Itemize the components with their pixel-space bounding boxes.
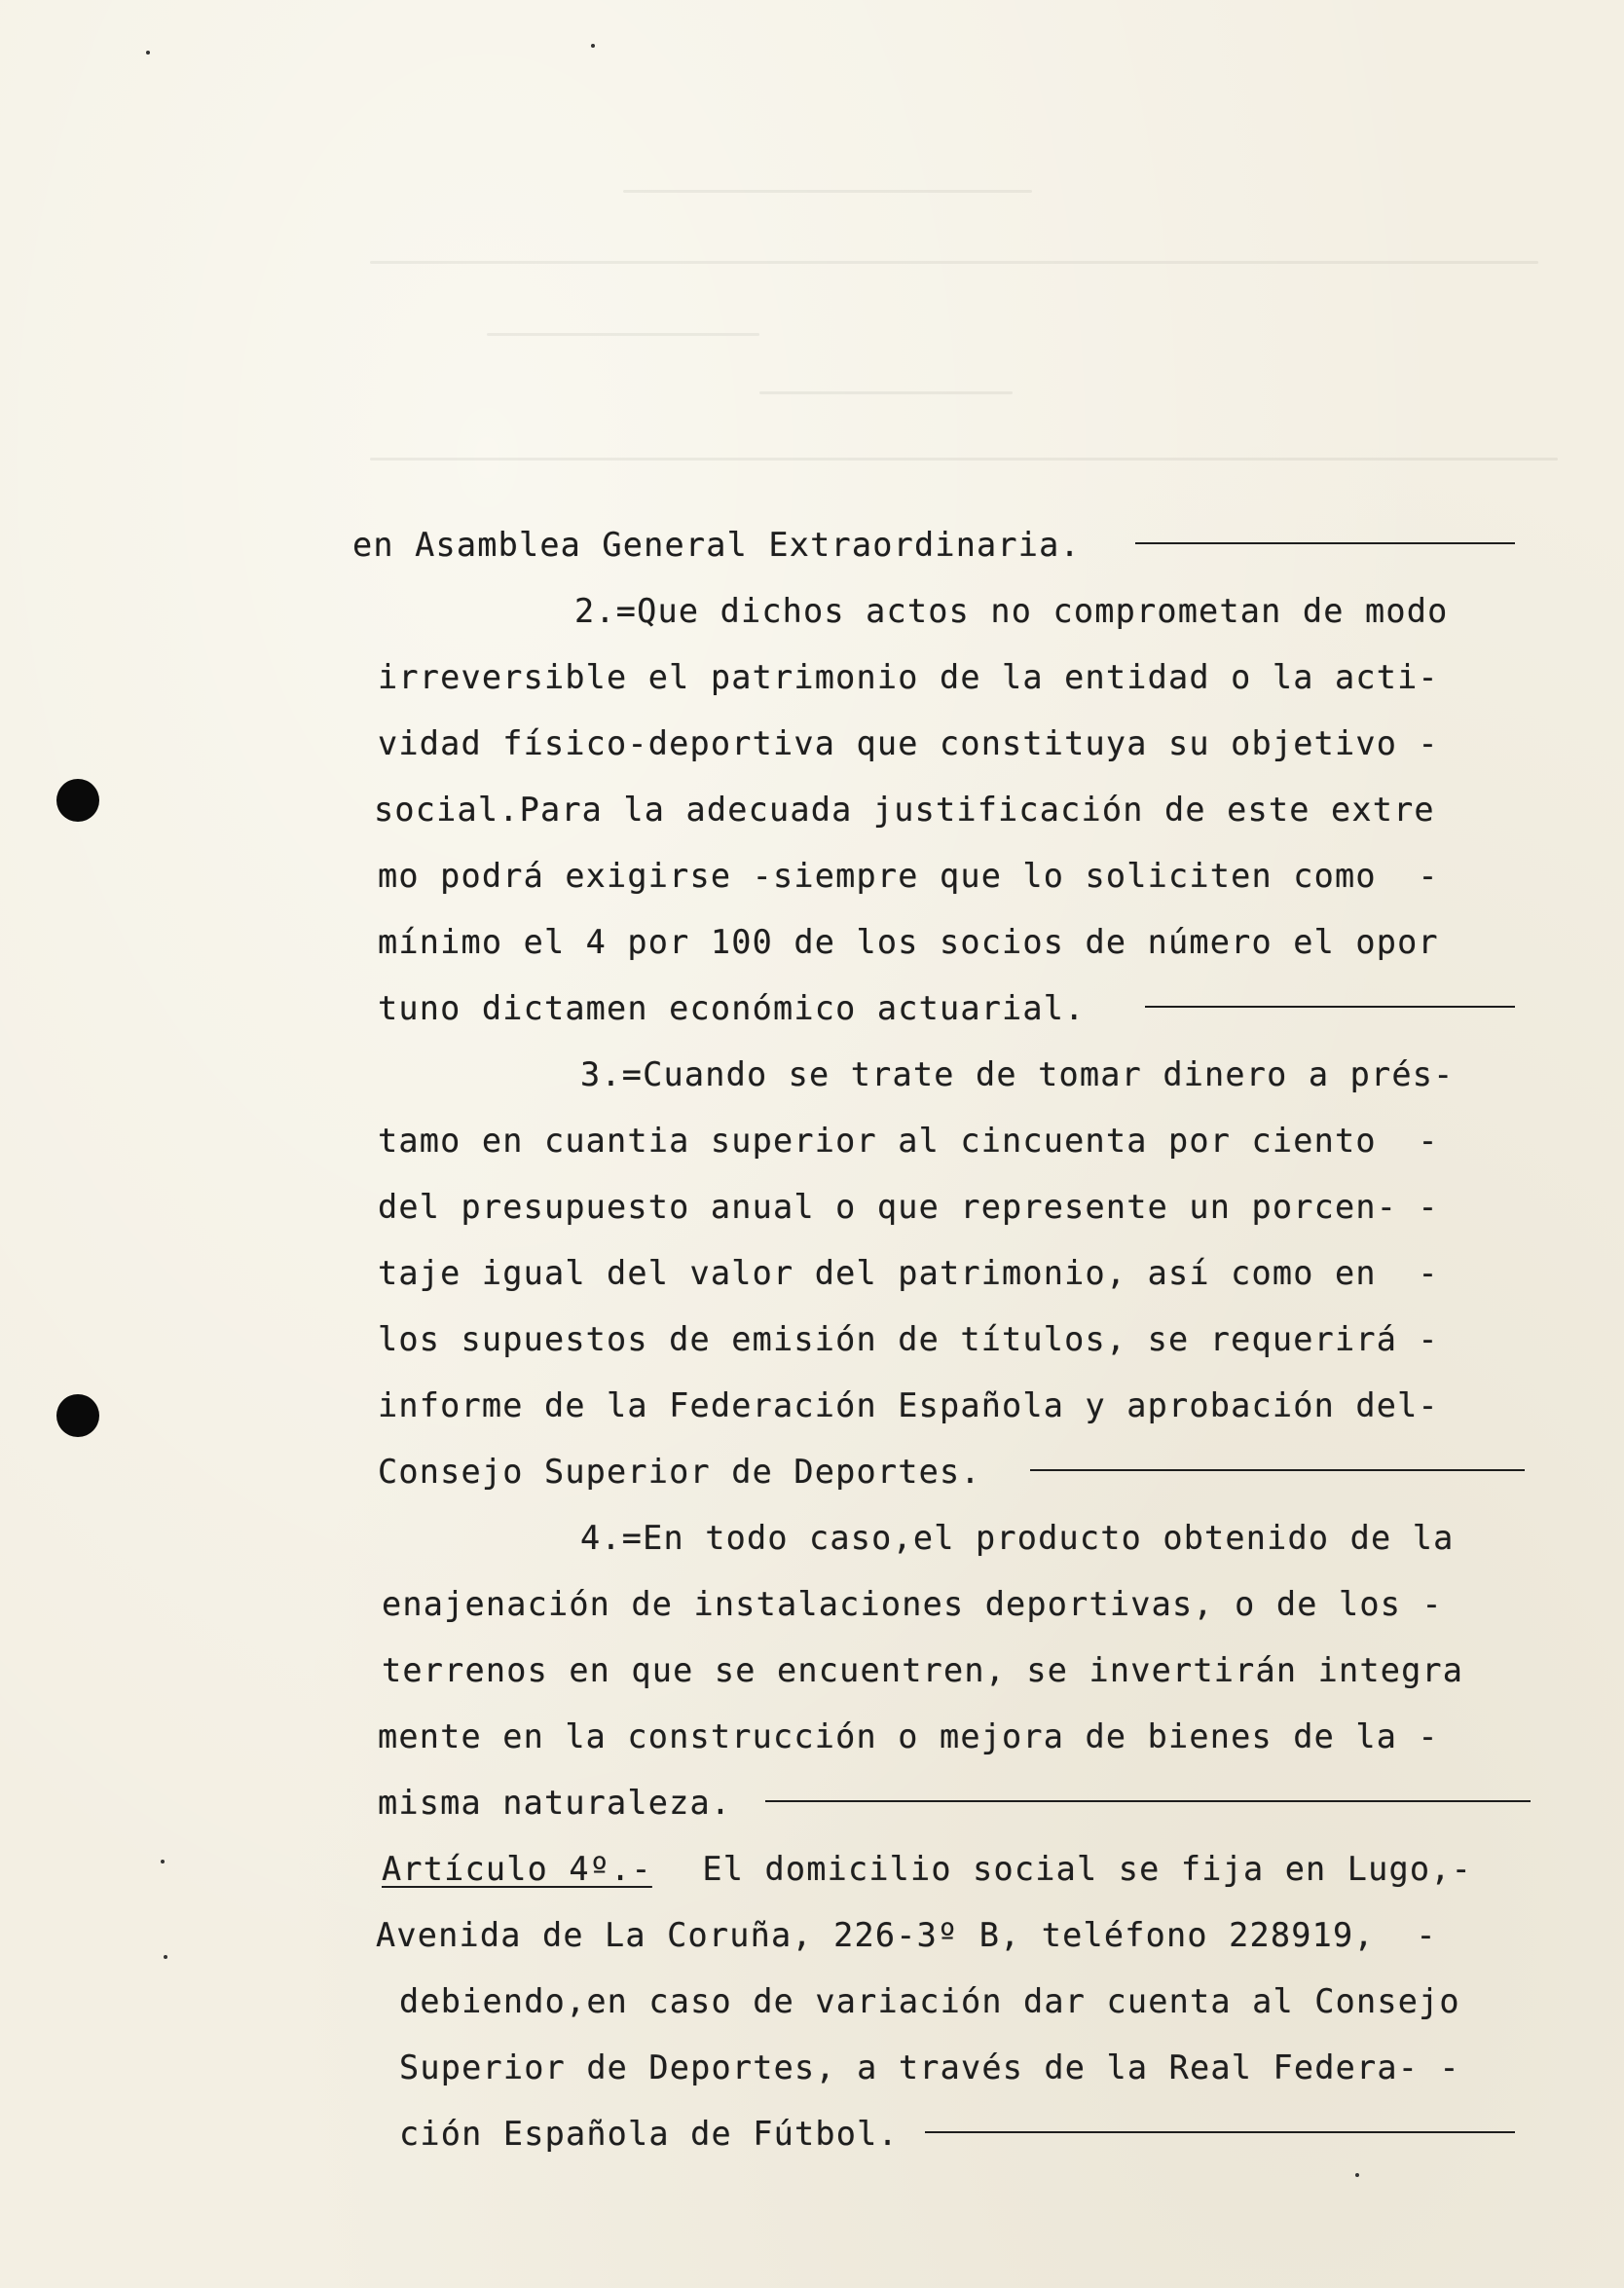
text-line: enajenación de instalaciones deportivas, o de los -: [382, 1585, 1443, 1623]
text-line: 4.=En todo caso,el producto obtenido de la: [580, 1519, 1455, 1557]
text-line: tamo en cuantia superior al cincuenta por ciento -: [378, 1122, 1439, 1160]
text-line: taje igual del valor del patrimonio, así como en -: [378, 1254, 1439, 1292]
text-line: tuno dictamen económico actuarial.: [378, 989, 1086, 1027]
fill-dash: [765, 1800, 1531, 1802]
text-line: mínimo el 4 por 100 de los socios de número el opor: [378, 923, 1439, 961]
fill-dash: [1030, 1469, 1525, 1471]
fill-dash: [1145, 1006, 1515, 1008]
text-line: 2.=Que dichos actos no comprometan de modo: [574, 592, 1449, 630]
article-heading: Artículo 4º.-: [382, 1850, 652, 1888]
text-line: mente en la construcción o mejora de bienes de la -: [378, 1717, 1439, 1755]
text-line: irreversible el patrimonio de la entidad o la acti-: [378, 658, 1439, 696]
text-line: los supuestos de emisión de títulos, se requerirá -: [378, 1320, 1439, 1358]
fill-dash: [1135, 542, 1515, 544]
text-line: terrenos en que se encuentren, se invertirán integra: [382, 1651, 1464, 1689]
text-line: 3.=Cuando se trate de tomar dinero a prés-: [580, 1055, 1455, 1093]
text-line: vidad físico-deportiva que constituya su objetivo -: [378, 724, 1439, 762]
text-line: informe de la Federación Española y aprobación del-: [378, 1386, 1439, 1424]
text-line: Superior de Deportes, a través de la Real Federa- -: [399, 2048, 1460, 2086]
text-line: Consejo Superior de Deportes.: [378, 1453, 981, 1491]
text-line: del presupuesto anual o que represente un porcen- -: [378, 1188, 1439, 1226]
text-line: Avenida de La Coruña, 226-3º B, teléfono 228919, -: [376, 1916, 1437, 1954]
text-line: en Asamblea General Extraordinaria.: [352, 526, 1081, 564]
text-line: misma naturaleza.: [378, 1784, 732, 1822]
text-line: mo podrá exigirse -siempre que lo soliciten como -: [378, 857, 1439, 895]
fill-dash: [925, 2131, 1515, 2133]
text-line: El domicilio social se fija en Lugo,-: [682, 1850, 1473, 1888]
text-line: social.Para la adecuada justificación de este extre: [374, 791, 1435, 829]
text-line: ción Española de Fútbol.: [399, 2115, 899, 2153]
text-line: debiendo,en caso de variación dar cuenta al Consejo: [399, 1982, 1460, 2020]
